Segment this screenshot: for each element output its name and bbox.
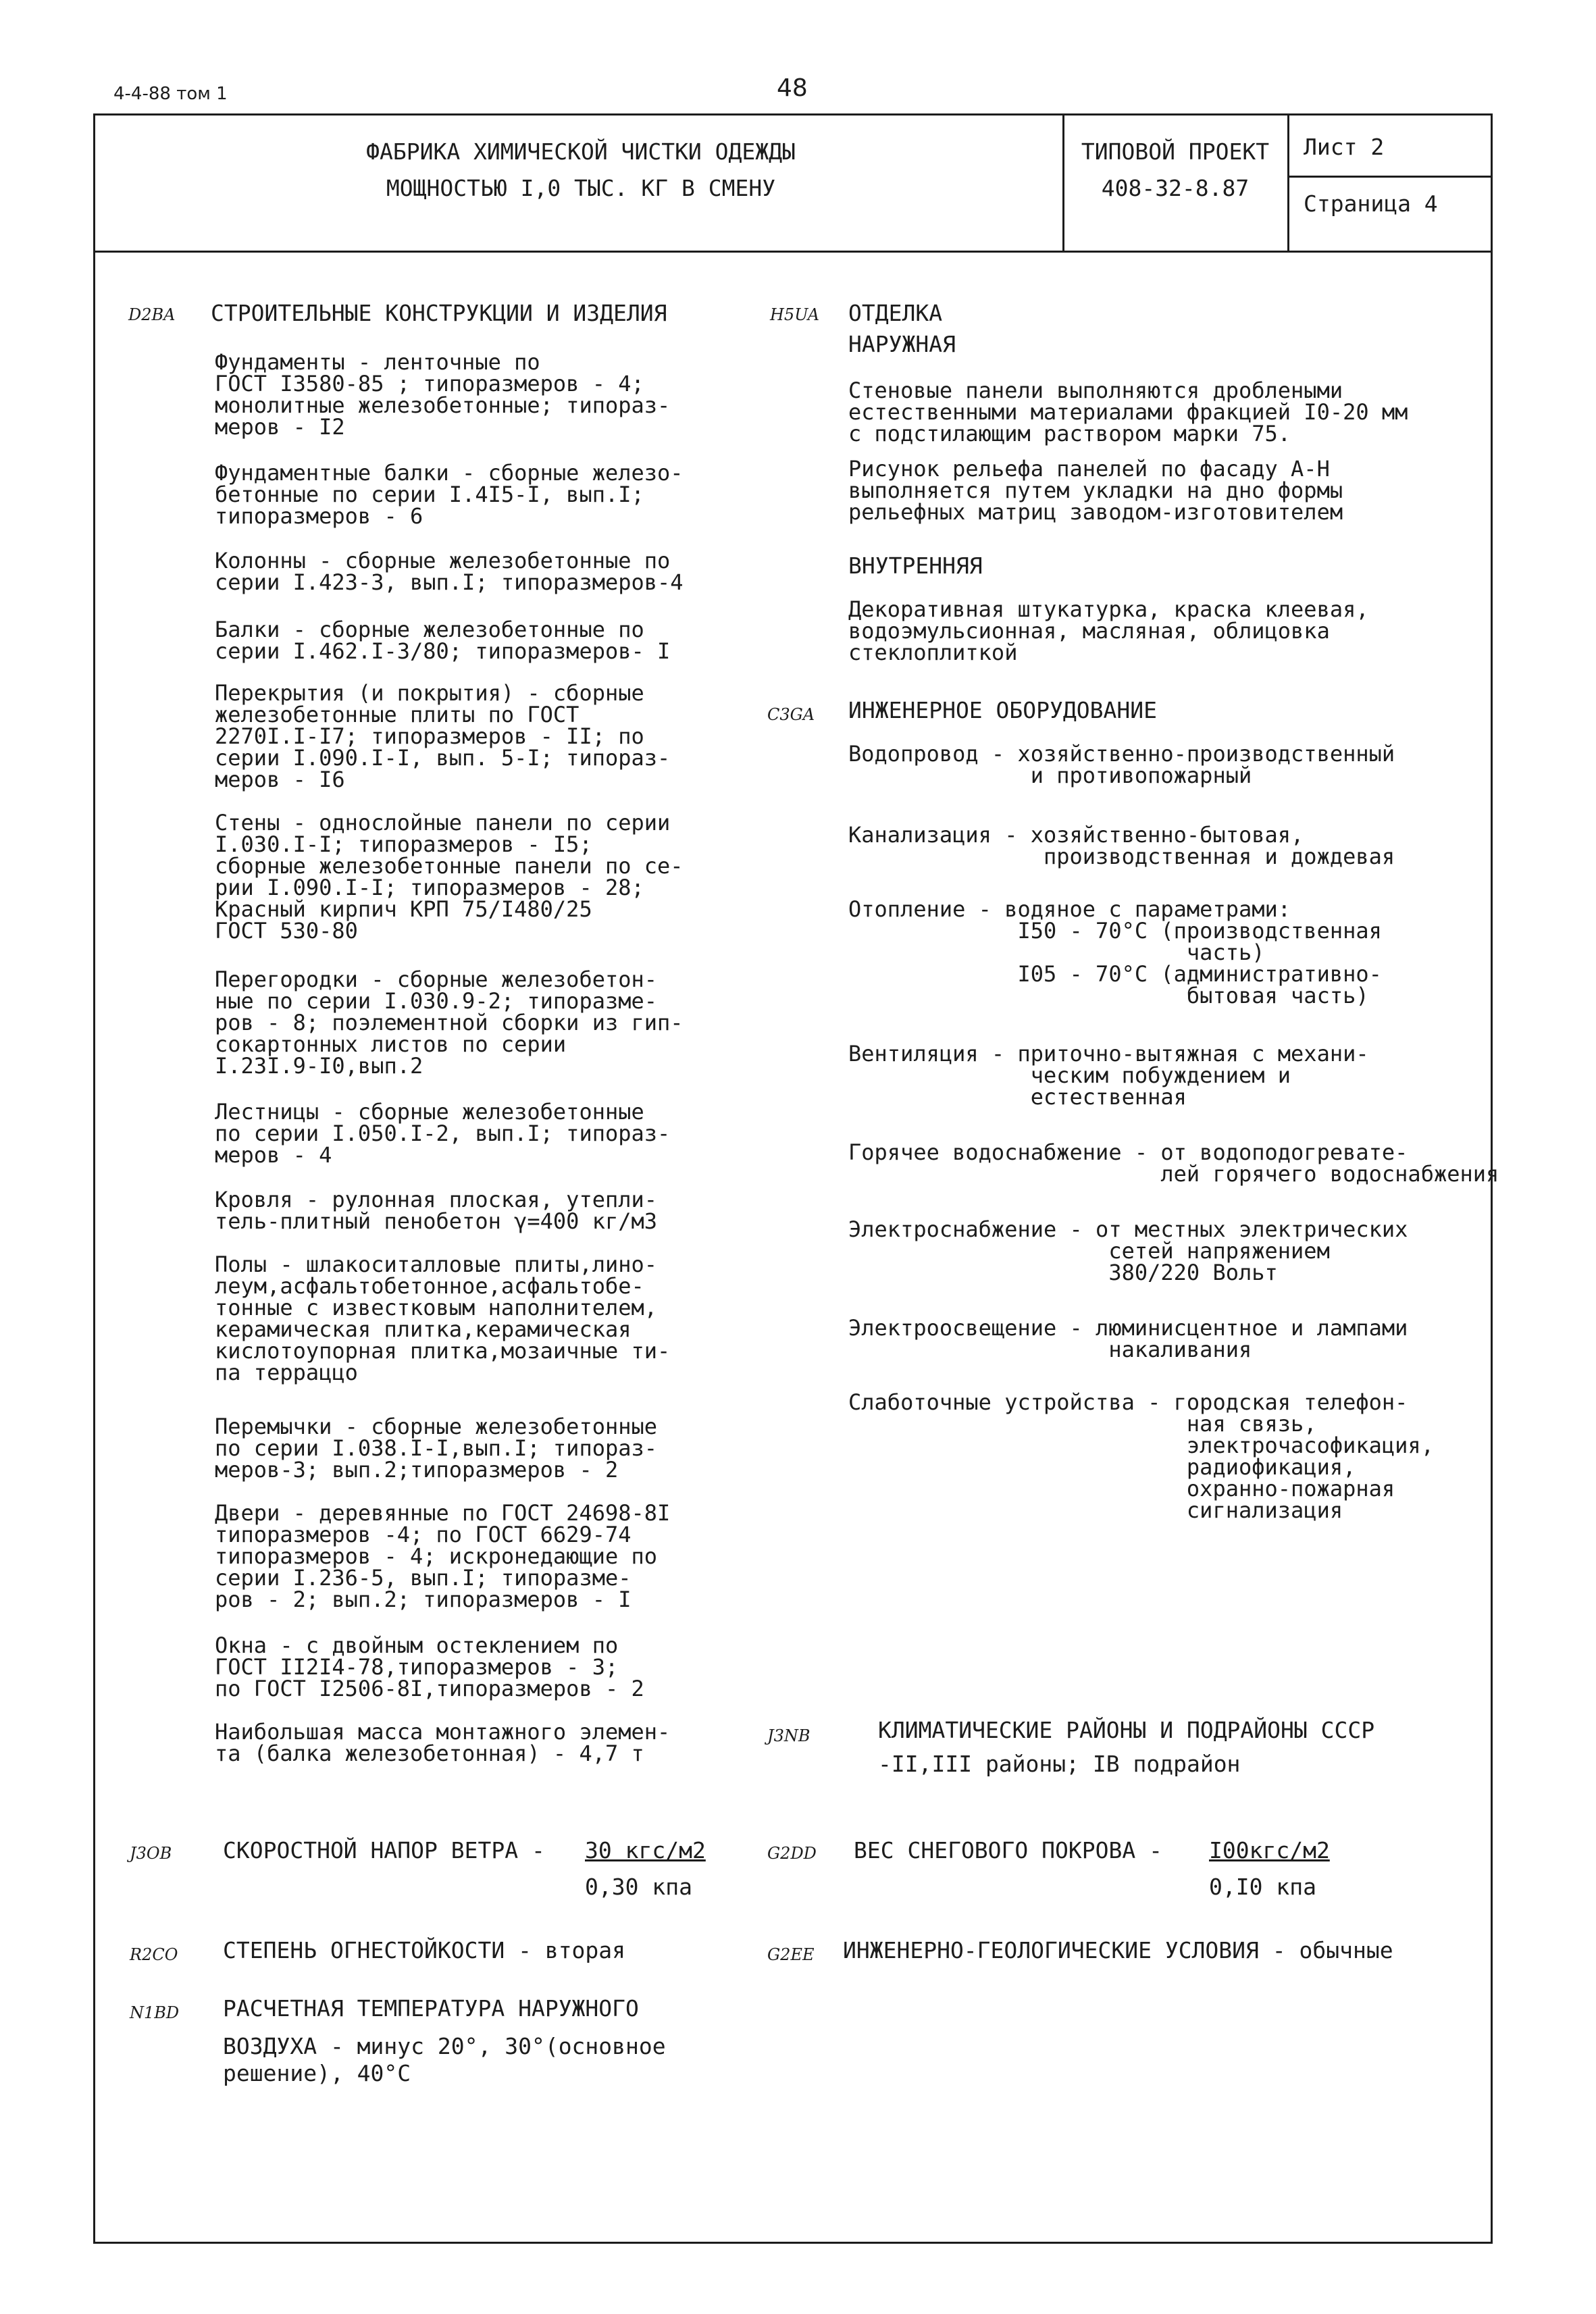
finish-heading: ОТДЕЛКА: [848, 300, 943, 326]
paragraph-foundations: Фундаменты - ленточные по ГОСТ I3580-85 ; типоразмеров - 4; монолитные железобетонные; типораз- меров - I2: [215, 349, 671, 440]
temperature-code: N1BD: [130, 2003, 180, 2022]
interior-heading: ВНУТРЕННЯЯ: [848, 552, 983, 579]
paragraph-beams: Балки - сборные железобетонные по серии I.462.I-3/80; типоразмеров- I: [215, 617, 671, 664]
wind-code: J3OB: [130, 1844, 172, 1863]
climate-regions: -II,III районы; IВ подрайон: [878, 1751, 1241, 1777]
temperature-line-2: ВОЗДУХА - минус 20°, 30°(основное: [223, 2033, 666, 2059]
equipment-heading: ИНЖЕНЕРНОЕ ОБОРУДОВАНИЕ: [848, 697, 1157, 723]
section-code: D2BA: [128, 305, 176, 324]
paragraph-lintels: Перемычки - сборные железобетонные по серии I.038.I-I,вып.I; типораз- меров-3; вып.2;типоразмеров - 2: [215, 1414, 658, 1483]
finish-subheading: НАРУЖНАЯ: [848, 331, 956, 357]
finish-code: H5UA: [770, 305, 820, 324]
wind-value-kgf: 30 кгс/м2: [585, 1837, 706, 1863]
sheet-divider: [1287, 176, 1493, 178]
paragraph-partitions: Перегородки - сборные железобетон- ные по серии I.030.9-2; типоразме- ров - 8; поэлементной сборки из гип- сокартонных листов по серии I.23I.9-I0,вып.2: [215, 967, 684, 1079]
paragraph-lighting: Электроосвещение - люминисцентное и лампами накаливания: [848, 1315, 1408, 1362]
title-block-divider-2: [1287, 113, 1289, 253]
temperature-line-1: РАСЧЕТНАЯ ТЕМПЕРАТУРА НАРУЖНОГО: [223, 1995, 639, 2022]
paragraph-windows: Окна - с двойным остеклением по ГОСТ II2I4-78,типоразмеров - 3; по ГОСТ I2506-8I,типоразмеров - 2: [215, 1632, 644, 1701]
project-type-label: ТИПОВОЙ ПРОЕКТ: [1081, 138, 1270, 165]
paragraph-hot-water: Горячее водоснабжение - от водоподогревате- лей горячего водоснабжения: [848, 1139, 1499, 1187]
snow-label: ВЕС СНЕГОВОГО ПОКРОВА -: [854, 1837, 1162, 1863]
fire-code: R2CO: [130, 1945, 178, 1964]
title-block-divider-1: [1062, 113, 1064, 253]
paragraph-floors: Полы - шлакоситалловые плиты,лино- леум,асфальтобетонное,асфальтобе- тонные с известковым наполнителем, керамическая плитка,керамическая кислотоупорная плитка,мозаичные ти- па терраццо: [215, 1252, 671, 1385]
paragraph-roof: Кровля - рулонная плоская, утепли- тель-плитный пенобетон γ=400 кг/м3: [215, 1187, 658, 1234]
project-type: [1067, 134, 1283, 207]
section-heading: СТРОИТЕЛЬНЫЕ КОНСТРУКЦИИ И ИЗДЕЛИЯ: [211, 300, 667, 326]
paragraph-walls: Стены - однослойные панели по серии I.030.I-I; типоразмеров - I5; сборные железобетонные панели по се- рии I.090.I-I; типоразмеров - 28; Красный кирпич КРП 75/I480/25 ГОСТ 530-80: [215, 810, 684, 944]
paragraph-exterior-panels: Стеновые панели выполняются дроблеными естественными материалами фракцией I0-20 мм с подстилающим раствором марки 75.: [848, 378, 1408, 446]
geo-conditions: ИНЖЕНЕРНО-ГЕОЛОГИЧЕСКИЕ УСЛОВИЯ - обычные: [843, 1937, 1393, 1963]
geo-code: G2EE: [767, 1945, 815, 1964]
snow-value-kpa: 0,I0 кпа: [1209, 1874, 1316, 1900]
wind-value-kpa: 0,30 кпа: [585, 1874, 692, 1900]
wind-label: СКОРОСТНОЙ НАПОР ВЕТРА -: [223, 1837, 545, 1863]
temperature-line-3: решение), 40°C: [223, 2060, 411, 2086]
document-reference: 4-4-88 том 1: [113, 84, 228, 104]
paragraph-power-supply: Электроснабжение - от местных электрических сетей напряжением 380/220 Вольт: [848, 1216, 1408, 1285]
paragraph-heating: Отопление - водяное с параметрами: I50 - 70°C (производственная часть) I05 - 70°C (административно- бытовая часть): [848, 896, 1382, 1008]
paragraph-max-mass: Наибольшая масса монтажного элемен- та (балка железобетонная) - 4,7 т: [215, 1719, 671, 1766]
paragraph-slabs: Перекрытия (и покрытия) - сборные железобетонные плиты по ГОСТ 2270I.I-I7; типоразмеров - II; по серии I.090.I-I, вып. 5-I; типораз- меров - I6: [215, 680, 671, 792]
climate-code: J3NB: [767, 1726, 810, 1745]
sheet-number: Лист 2: [1304, 134, 1385, 160]
paragraph-relief-pattern: Рисунок рельефа панелей по фасаду А-Н выполняется путем укладки на дно формы рельефных матриц заводом-изготовителем: [848, 456, 1343, 525]
paragraph-interior-finish: Декоративная штукатурка, краска клеевая, водоэмульсионная, масляная, облицовка стеклоплиткой: [848, 596, 1369, 665]
paragraph-water-supply: Водопровод - хозяйственно-производственный и противопожарный: [848, 741, 1395, 788]
page-label: Страница 4: [1304, 190, 1438, 217]
page-number: 48: [777, 74, 808, 102]
document-title-line-1: ФАБРИКА ХИМИЧЕСКОЙ ЧИСТКИ ОДЕЖДЫ: [366, 138, 796, 165]
climate-heading: КЛИМАТИЧЕСКИЕ РАЙОНЫ И ПОДРАЙОНЫ СССР: [878, 1717, 1375, 1743]
paragraph-foundation-beams: Фундаментные балки - сборные железо- бетонные по серии I.4I5-I, вып.I; типоразмеров - 6: [215, 460, 684, 529]
project-code: 408-32-8.87: [1101, 175, 1250, 201]
document-title-line-2: МОЩНОСТЬЮ I,0 ТЫС. КГ В СМЕНУ: [386, 175, 776, 201]
document-title: [101, 134, 1060, 207]
paragraph-sewerage: Канализация - хозяйственно-бытовая, производственная и дождевая: [848, 822, 1395, 869]
paragraph-low-current: Слаботочные устройства - городская телефон- ная связь, электрочасофикация, радиофикация, охранно-пожарная сигнализация: [848, 1389, 1434, 1523]
paragraph-stairs: Лестницы - сборные железобетонные по серии I.050.I-2, вып.I; типораз- меров - 4: [215, 1099, 671, 1168]
equipment-code: C3GA: [767, 705, 815, 724]
snow-value-kgf: I00кгс/м2: [1209, 1837, 1330, 1863]
paragraph-ventilation: Вентиляция - приточно-вытяжная с механи- ческим побуждением и естественная: [848, 1041, 1369, 1110]
paragraph-doors: Двери - деревянные по ГОСТ 24698-8I типоразмеров -4; по ГОСТ 6629-74 типоразмеров - 4; искронедающие по серии I.236-5, вып.I; типоразме- ров - 2; вып.2; типоразмеров - I: [215, 1500, 671, 1612]
snow-code: G2DD: [767, 1844, 817, 1863]
fire-resistance: СТЕПЕНЬ ОГНЕСТОЙКОСТИ - вторая: [223, 1937, 626, 1963]
paragraph-columns: Колонны - сборные железобетонные по серии I.423-3, вып.I; типоразмеров-4: [215, 548, 684, 595]
